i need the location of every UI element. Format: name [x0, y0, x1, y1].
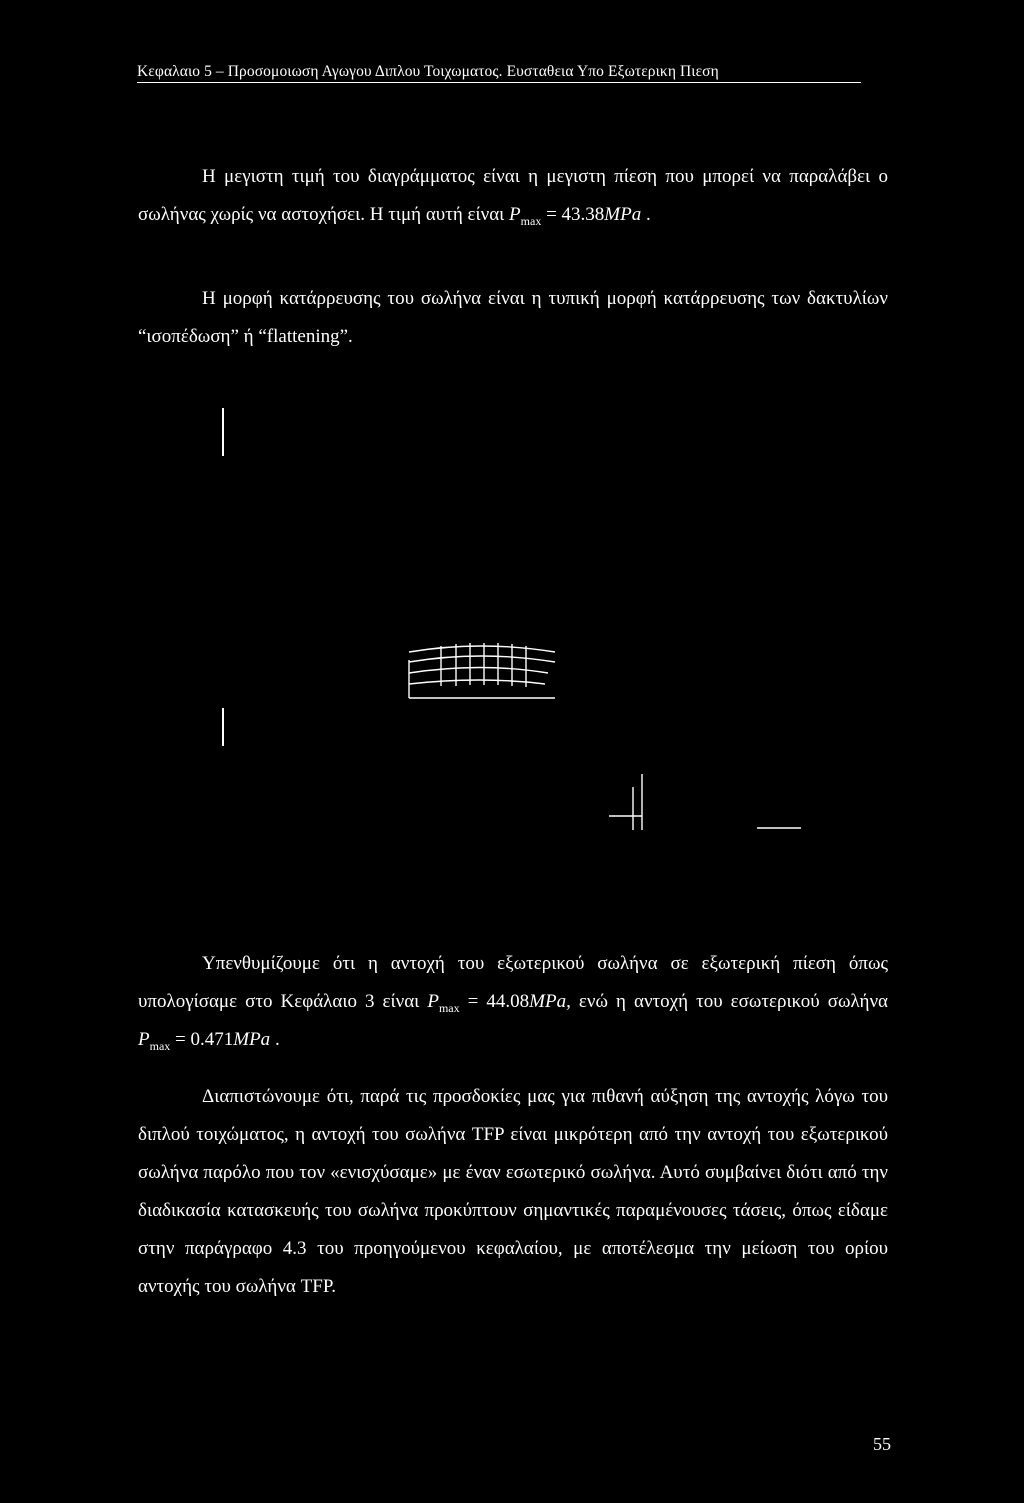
- paragraph-conclusion: [138, 1078, 888, 1306]
- formula-value: 43.38: [561, 204, 605, 225]
- formula-value: 44.08: [486, 991, 530, 1012]
- formula-pmax-inner: [138, 1029, 271, 1053]
- paragraph-collapse-mode-text: Η μορφή κατάρρευσης του σωλήνα είναι η τυπική μορφή κατάρρευσης των δακτυλίων “ισοπέδωση” ή “flattening”.: [138, 288, 888, 347]
- formula-symbol: P: [509, 204, 521, 225]
- formula-unit: MPa: [233, 1029, 271, 1050]
- formula-equals: =: [459, 991, 487, 1012]
- formula-pmax-outer: [427, 991, 567, 1015]
- formula-pmax-tfp: [509, 204, 642, 228]
- page-number: 55: [873, 1434, 891, 1454]
- paragraph-max-pressure: [138, 158, 888, 234]
- formula-symbol: P: [138, 1029, 150, 1050]
- paragraph-reminder: [138, 945, 888, 1059]
- paragraph-collapse-mode: [138, 280, 888, 356]
- paragraph-end: .: [270, 1029, 280, 1050]
- paragraph-end: .: [641, 204, 651, 225]
- paragraph-reminder-text-b: , ενώ η αντοχή του εσωτερικού σωλήνα: [566, 991, 888, 1012]
- paragraph-reminder-text-a: Υπενθυμίζουμε ότι η αντοχή του εξωτερικού σωλήνα σε εξωτερική πίεση όπως υπολογίσαμε στο Κεφάλαιο 3 είναι: [138, 953, 888, 1012]
- formula-equals: =: [170, 1029, 191, 1050]
- formula-subscript: max: [149, 1039, 171, 1053]
- header-rule: [137, 82, 861, 83]
- paragraph-max-pressure-text: Η μεγιστη τιμή του διαγράμματος είναι η μεγιστη πίεση που μπορεί να παραλάβει ο σωλήνας χωρίς να αστοχήσει. Η τιμή αυτή είναι: [138, 166, 888, 225]
- formula-unit: MPa: [604, 204, 642, 225]
- formula-symbol: P: [427, 991, 439, 1012]
- formula-equals: =: [541, 204, 562, 225]
- running-header: [137, 62, 859, 82]
- formula-subscript: max: [520, 214, 542, 228]
- collapse-mode-figure: [0, 390, 1024, 860]
- formula-subscript: max: [438, 1001, 460, 1015]
- paragraph-conclusion-text: Διαπιστώνουμε ότι, παρά τις προσδοκίες μας για πιθανή αύξηση της αντοχής λόγω του διπλού τοιχώματος, η αντοχή του σωλήνα TFP είναι μικρότερη από την αντοχή του εξωτερικού σωλήνα παρόλο που τον «ενισχύσαμε» με έναν εσωτερικό σωλήνα. Αυτό συμβαίνει διότι από την διαδικασία κατασκευής του σωλήνα προκύπτουν σημαντικές παραμένουσες τάσεις, όπως είδαμε στην παράγραφο 4.3 του προηγούμενου κεφαλαίου, με αποτέλεσμα την μείωση του ορίου αντοχής του σωλήνα TFP.: [138, 1086, 888, 1297]
- formula-unit: MPa: [529, 991, 567, 1012]
- formula-value: 0.471: [190, 1029, 234, 1050]
- running-header-title: Κεφαλαιο 5 – Προσομοιωση Αγωγου Διπλου Τοιχωματος. Ευσταθεια Υπο Εξωτερικη Πιεση: [137, 63, 719, 80]
- figure-background: [0, 390, 1024, 860]
